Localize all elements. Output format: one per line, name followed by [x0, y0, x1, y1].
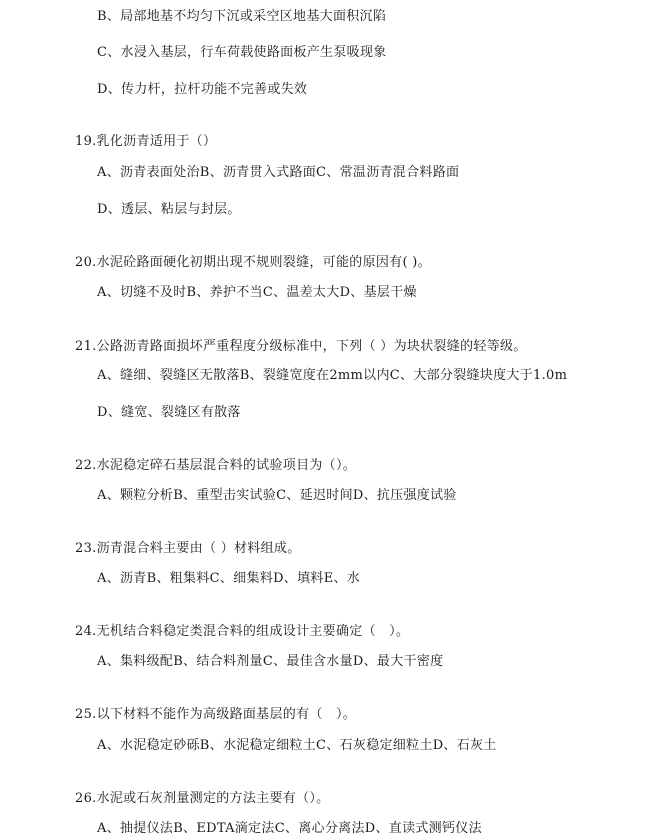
question-21: 21.公路沥青路面损坏严重程度分级标准中，下列（ ）为块状裂缝的轻等级。: [75, 339, 527, 354]
question-19: 19.乳化沥青适用于（）: [75, 134, 217, 149]
option-25-abcd: A、水泥稳定砂砾B、水泥稳定细粒土C、石灰稳定细粒土D、石灰土: [97, 738, 497, 753]
question-22: 22.水泥稳定碎石基层混合料的试验项目为（）。: [75, 458, 357, 473]
option-21-d: D、缝宽、裂缝区有散落: [97, 405, 241, 420]
option-18-b: B、局部地基不均匀下沉或采空区地基大面积沉陷: [97, 9, 387, 24]
option-18-c: C、水浸入基层，行车荷载使路面板产生泵吸现象: [97, 45, 387, 60]
option-19-d: D、透层、粘层与封层。: [97, 202, 241, 217]
option-24-abcd: A、集料级配B、结合料剂量C、最佳含水量D、最大干密度: [97, 654, 444, 669]
option-20-abcd: A、切缝不及时B、养护不当C、温差太大D、基层干燥: [97, 285, 417, 300]
question-25: 25.以下材料不能作为高级路面基层的有（ ）。: [75, 707, 357, 722]
question-24: 24.无机结合料稳定类混合料的组成设计主要确定（ ）。: [75, 624, 410, 639]
option-19-abc: A、沥青表面处治B、沥青贯入式路面C、常温沥青混合料路面: [97, 165, 460, 180]
option-26-abcd: A、抽提仪法B、EDTA滴定法C、离心分离法D、直读式测钙仪法: [97, 821, 482, 836]
question-20: 20.水泥砼路面硬化初期出现不规则裂缝，可能的原因有( )。: [75, 255, 431, 270]
question-23: 23.沥青混合料主要由（ ）材料组成。: [75, 541, 301, 556]
option-18-d: D、传力杆，拉杆功能不完善或失效: [97, 82, 308, 97]
option-23-abcde: A、沥青B、粗集料C、细集料D、填料E、水: [97, 571, 361, 586]
question-26: 26.水泥或石灰剂量测定的方法主要有（）。: [75, 791, 330, 806]
option-22-abcd: A、颗粒分析B、重型击实试验C、延迟时间D、抗压强度试验: [97, 488, 457, 503]
option-21-abc: A、缝细、裂缝区无散落B、裂缝宽度在2mm以内C、大部分裂缝块度大于1.0m: [97, 368, 568, 383]
